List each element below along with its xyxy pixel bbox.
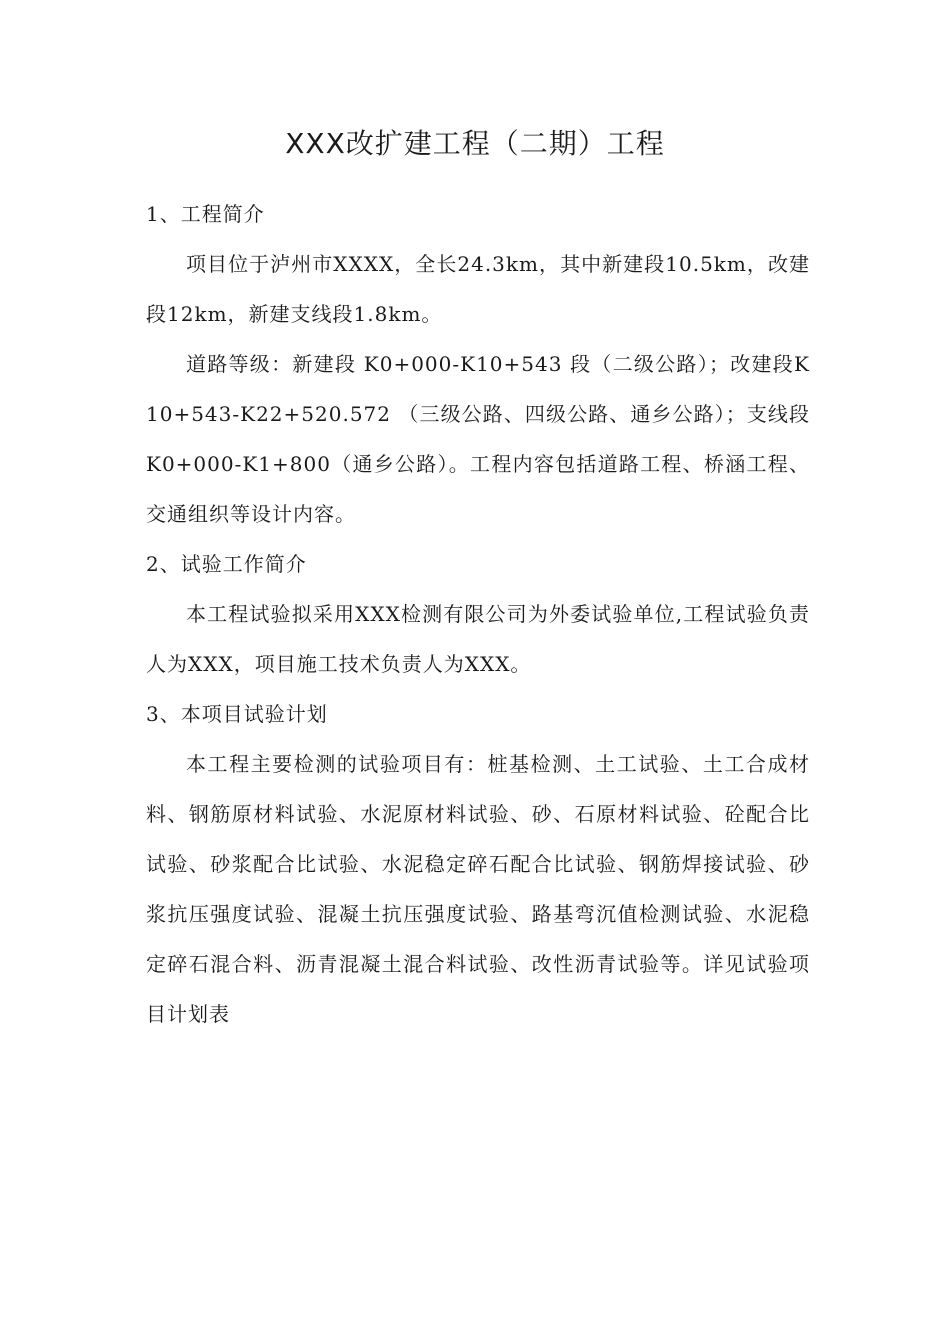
section-testing-overview — [146, 539, 810, 689]
paragraph: 本工程试验拟采用XXX检测有限公司为外委试验单位,工程试验负责人为XXX，项目施工技术负责人为XXX。 — [146, 602, 810, 676]
page-title: XXX改扩建工程（二期）工程 — [285, 127, 665, 160]
paragraph: 本工程主要检测的试验项目有：桩基检测、土工试验、土工合成材料、钢筋原材料试验、水泥原材料试验、砂、石原材料试验、砼配合比试验、砂浆配合比试验、水泥稳定碎石配合比试验、钢筋焊接试验、砂浆抗压强度试验、混凝土抗压强度试验、路基弯沉值检测试验、水泥稳定碎石混合料、沥青混凝土混合料试验、改性沥青试验等。详见试验项目计划表 — [146, 752, 810, 1026]
paragraph: 道路等级：新建段 K0+000-K10+543 段（二级公路）；改建段K10+543-K22+520.572 （三级公路、四级公路、通乡公路）；支线段K0+000-K1+800（通乡公路）。工程内容包括道路工程、桥涵工程、交通组织等设计内容。 — [146, 352, 810, 526]
section-heading: 3、本项目试验计划 — [146, 702, 328, 726]
section-heading: 1、工程简介 — [146, 202, 265, 226]
section-heading: 2、试验工作简介 — [146, 552, 307, 576]
document-body — [146, 189, 810, 1039]
paragraph: 项目位于泸州市XXXX，全长24.3km，其中新建段10.5km，改建段12km，新建支线段1.8km。 — [146, 252, 810, 326]
section-project-overview — [146, 189, 810, 539]
section-testing-plan — [146, 689, 810, 1039]
